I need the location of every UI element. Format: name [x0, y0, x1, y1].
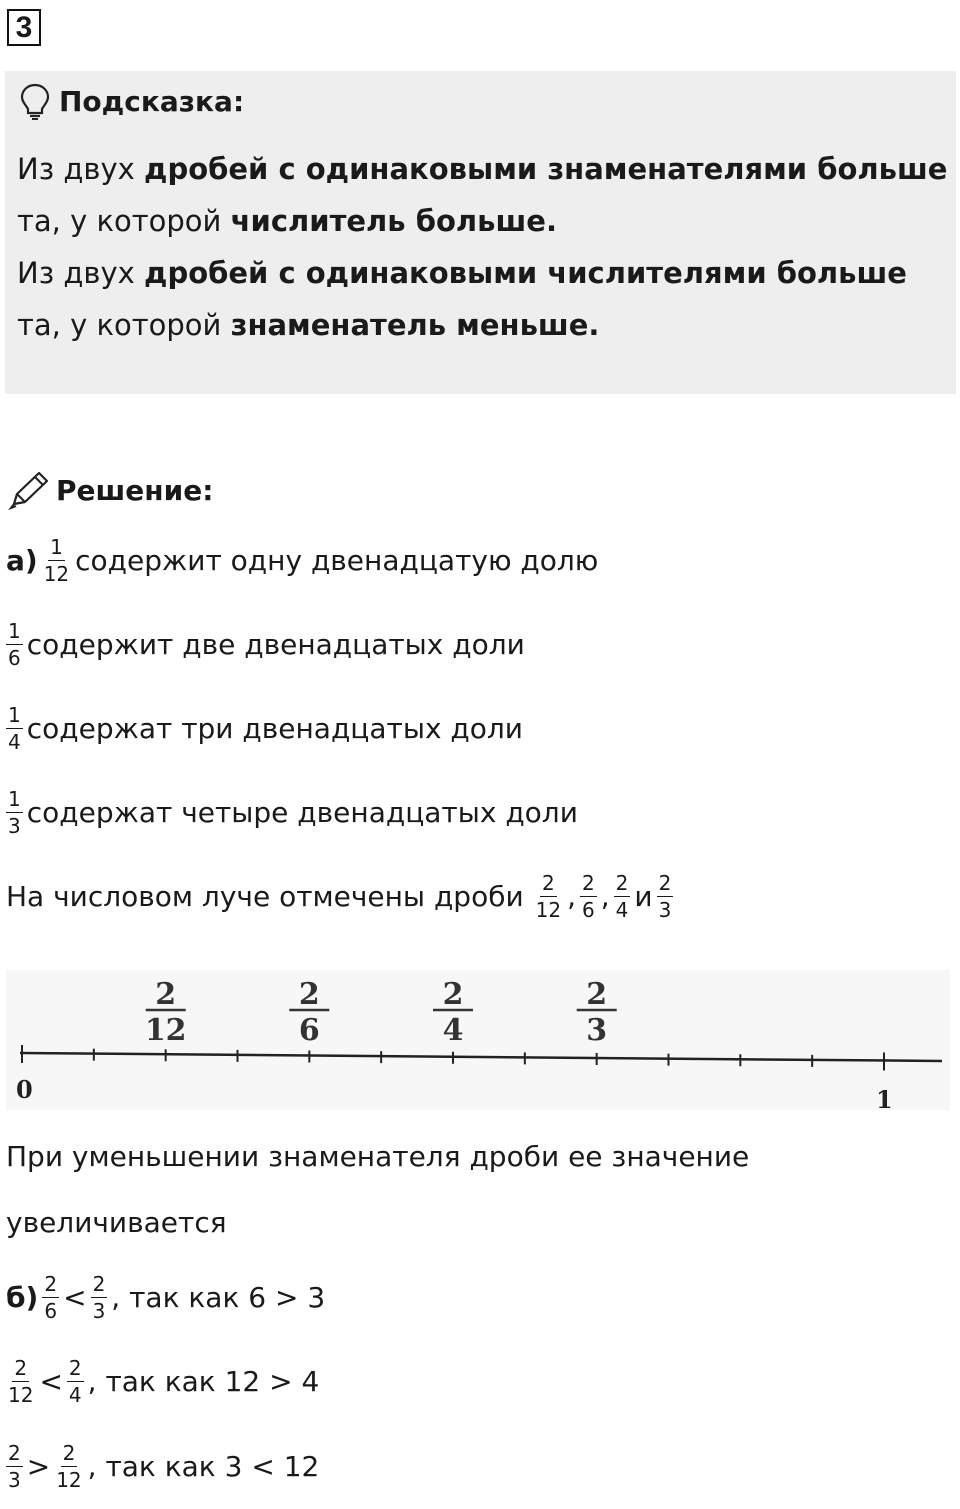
comparison-line-3	[6, 1443, 319, 1490]
hint-header	[19, 83, 244, 119]
lightbulb-icon	[19, 82, 51, 120]
fraction	[6, 621, 23, 668]
solution-line-a3	[6, 705, 523, 752]
denominator: 4	[615, 898, 629, 922]
part-a-label: а)	[6, 544, 38, 577]
comparison-reason: , так как 12 > 4	[87, 1365, 320, 1398]
denominator: 3	[92, 1299, 106, 1323]
hint-text-span: Из двух	[17, 152, 145, 186]
hint-text-span: Из двух	[17, 256, 145, 290]
comparison-line-2	[6, 1358, 319, 1405]
fraction	[42, 537, 71, 584]
comparison-operator: <	[39, 1365, 63, 1398]
number-line	[6, 970, 950, 1110]
mark-denominator: 6	[298, 1013, 320, 1048]
denominator: 6	[44, 1299, 58, 1323]
marked-fractions-line	[6, 873, 677, 920]
denominator: 4	[68, 1383, 82, 1407]
pencil-icon	[8, 470, 50, 510]
fraction	[6, 789, 23, 836]
denominator: 12	[56, 1468, 82, 1492]
line-text: содержит одну двенадцатую долю	[75, 544, 599, 577]
number-line-figure	[6, 970, 950, 1110]
numerator: 2	[14, 1356, 28, 1380]
hint-text	[17, 143, 952, 351]
hint-bold-span: знаменатель меньше.	[230, 308, 600, 342]
fraction	[534, 873, 563, 920]
number-line-start-label: 0	[16, 1075, 33, 1104]
mark-numerator: 2	[155, 977, 177, 1012]
number-line-axis	[20, 1053, 942, 1061]
separator: ,	[600, 880, 610, 913]
fraction	[657, 873, 674, 920]
fraction	[54, 1443, 83, 1490]
denominator: 3	[658, 898, 672, 922]
line-text: При уменьшении знаменателя дроби ее значение	[6, 1140, 750, 1173]
hint-text-span: та, у которой	[17, 204, 231, 238]
fraction	[614, 873, 631, 920]
mark-denominator: 12	[144, 1013, 187, 1048]
hint-rule-denominators	[17, 143, 952, 247]
numerator: 2	[8, 1441, 21, 1465]
hint-bold-span: дробей с одинаковыми знаменателями больше	[144, 152, 948, 186]
fraction	[6, 705, 23, 752]
fraction	[6, 1358, 35, 1405]
denominator: 6	[8, 646, 21, 670]
numerator: 2	[62, 1441, 76, 1465]
hint-rule-numerators	[17, 247, 952, 351]
solution-line-a4	[6, 789, 578, 836]
numerator: 1	[50, 535, 63, 559]
task-number: 3	[7, 9, 41, 46]
solution-line-a1	[6, 537, 598, 584]
line-text: содержат три двенадцатых доли	[26, 712, 523, 745]
denominator: 3	[8, 814, 21, 838]
number-line-end-label: 1	[876, 1085, 893, 1110]
numerator: 2	[615, 871, 629, 895]
denominator: 3	[8, 1468, 21, 1492]
numerator: 2	[542, 871, 555, 895]
line-text: содержит две двенадцатых доли	[26, 628, 525, 661]
numerator: 2	[92, 1272, 106, 1296]
numerator: 2	[658, 871, 672, 895]
comparison-reason: , так как 6 > 3	[111, 1281, 326, 1314]
comparison-line-1	[6, 1274, 325, 1321]
denominator: 4	[8, 730, 21, 754]
hint-bold-span: дробей с одинаковыми числителями больше	[144, 256, 907, 290]
hint-bold-span: числитель больше.	[230, 204, 557, 238]
part-b-label: б)	[6, 1281, 39, 1314]
line-text: содержат четыре двенадцатых доли	[26, 796, 578, 829]
mark-denominator: 4	[442, 1013, 464, 1048]
numerator: 2	[44, 1272, 58, 1296]
numerator: 2	[68, 1356, 82, 1380]
solution-title: Решение:	[56, 473, 214, 507]
conjunction: и	[634, 880, 653, 913]
numerator: 1	[8, 619, 21, 643]
numerator: 2	[582, 871, 595, 895]
numerator: 1	[8, 787, 21, 811]
numerator: 1	[8, 703, 21, 727]
comparison-reason: , так как 3 < 12	[87, 1450, 320, 1483]
fraction	[91, 1274, 108, 1321]
solution-header	[8, 468, 213, 512]
hint-title: Подсказка:	[59, 84, 245, 118]
denominator: 6	[582, 898, 595, 922]
mark-numerator: 2	[586, 977, 608, 1012]
comparison-operator: <	[63, 1281, 87, 1314]
comparison-operator: >	[26, 1450, 51, 1483]
line-text: увеличивается	[6, 1206, 227, 1239]
mark-denominator: 3	[586, 1013, 608, 1048]
denominator: 12	[8, 1383, 34, 1407]
fraction	[580, 873, 597, 920]
fraction	[6, 1443, 23, 1490]
fraction	[67, 1358, 84, 1405]
denominator: 12	[535, 898, 562, 922]
denominator: 12	[43, 562, 70, 586]
hint-text-span: та, у которой	[17, 308, 231, 342]
hint-box	[5, 71, 956, 394]
line-text: На числовом луче отмечены дроби	[6, 880, 524, 913]
conclusion-line-1	[6, 1140, 749, 1173]
solution-line-a2	[6, 621, 525, 668]
separator: ,	[567, 880, 577, 913]
conclusion-line-2	[6, 1206, 227, 1239]
mark-numerator: 2	[298, 977, 320, 1012]
mark-numerator: 2	[442, 977, 464, 1012]
fraction	[42, 1274, 59, 1321]
